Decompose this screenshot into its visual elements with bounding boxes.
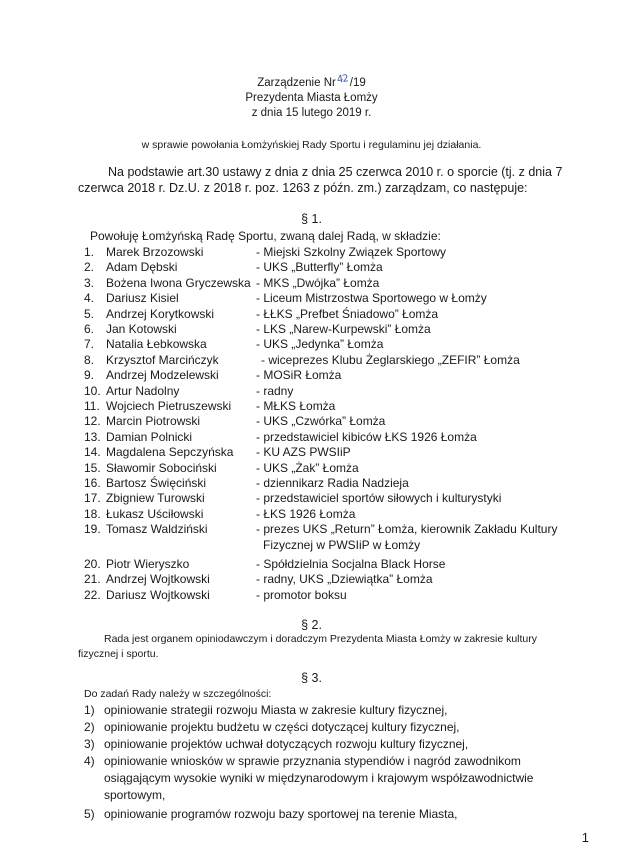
member-number: 17. <box>84 491 101 506</box>
task-text: opiniowanie projektów uchwał dotyczących rozwoju kultury fizycznej, <box>104 737 469 751</box>
member-role: - MOSiR Łomża <box>256 368 342 383</box>
member-role: - UKS „Żak” Łomża <box>256 460 359 475</box>
member-role: - prezes UKS „Return” Łomża, kierownik Zakładu Kultury <box>256 522 558 537</box>
member-role: - promotor boksu <box>256 587 347 602</box>
member-role: - ŁŁKS „Prefbet Śniadowo” Łomża <box>256 306 439 321</box>
member-name: Bożena Iwona Gryczewska <box>106 275 251 290</box>
task-number: 5) <box>84 807 95 821</box>
member-number: 19. <box>84 522 101 537</box>
member-number: 7. <box>84 337 95 352</box>
member-name: Adam Dębski <box>106 260 178 275</box>
member-number: 13. <box>84 429 101 444</box>
task-number: 2) <box>84 720 95 734</box>
member-number: 8. <box>84 352 95 367</box>
member-role: - dziennikarz Radia Nadzieja <box>256 476 409 490</box>
task-text: opiniowanie strategii rozwoju Miasta w zakresie kultury fizycznej, <box>104 703 448 717</box>
section-2-line1: Rada jest organem opiniodawczym i doradczym Prezydenta Miasta Łomży w zakresie kultury <box>104 633 538 645</box>
member-name: Dariusz Kisiel <box>106 291 179 306</box>
member-role: - KU AZS PWSIiP <box>256 445 351 460</box>
member-role: - UKS „Jedynka” Łomża <box>256 337 384 352</box>
member-name: Artur Nadolny <box>106 383 180 398</box>
member-name: Jan Kotowski <box>106 322 177 336</box>
member-name: Dariusz Wojtkowski <box>106 587 210 602</box>
member-name: Sławomir Sobociński <box>106 460 217 475</box>
member-number: 21. <box>84 572 101 587</box>
member-role: - wiceprezes Klubu Żeglarskiego „ZEFIR” Łomża <box>261 352 520 367</box>
member-name: Andrzej Wojtkowski <box>106 572 210 587</box>
issuer: Prezydenta Miasta Łomży <box>245 92 378 104</box>
subject: w sprawie powołania Łomżyńskiej Rady Sportu i regulaminu jej działania. <box>141 139 482 151</box>
task-text-continued: sportowym, <box>104 788 166 802</box>
preamble-line2: czerwca 2018 r. Dz.U. z 2018 r. poz. 1263 z późn. zm.) zarządzam, co następuje: <box>78 181 528 195</box>
member-number: 18. <box>84 506 101 521</box>
section-1-intro: Powołuję Łomżyńską Radę Sportu, zwaną dalej Radą, w składzie: <box>90 229 441 243</box>
member-name: Marek Brzozowski <box>106 245 204 259</box>
member-name: Marcin Piotrowski <box>106 414 201 429</box>
member-number: 20. <box>84 557 101 571</box>
member-role: - Miejski Szkolny Związek Sportowy <box>256 245 447 259</box>
member-name: Natalia Łebkowska <box>106 337 207 352</box>
member-number: 6. <box>84 322 95 336</box>
task-text: opiniowanie wniosków w sprawie przyznania stypendiów i nagród zawodnikom <box>104 754 521 768</box>
member-number: 15. <box>84 460 101 475</box>
handwritten-number: 42 <box>336 73 349 86</box>
section-3-intro: Do zadań Rady należy w szczególności: <box>84 688 272 700</box>
issue-date: z dnia 15 lutego 2019 r. <box>251 107 372 119</box>
member-number: 22. <box>84 587 101 602</box>
section-2-line2: fizycznej i sportu. <box>78 648 159 660</box>
member-name: Krzysztof Marcińczyk <box>106 352 219 367</box>
section-1-heading: § 1. <box>301 212 322 226</box>
member-name: Magdalena Sepczyńska <box>106 445 234 460</box>
member-name: Zbigniew Turowski <box>106 491 205 506</box>
member-name: Andrzej Korytkowski <box>106 306 215 321</box>
member-role: - LKS „Narew-Kurpewski” Łomża <box>256 322 431 336</box>
member-role: - radny, UKS „Dziewiątka” Łomża <box>256 572 433 587</box>
member-name: Wojciech Pietruszewski <box>106 399 232 413</box>
member-role: - Spółdzielnia Socjalna Black Horse <box>256 557 446 571</box>
member-number: 1. <box>84 245 95 259</box>
member-role: - UKS „Czwórka” Łomża <box>256 414 386 429</box>
member-name: Andrzej Modzelewski <box>106 368 219 383</box>
member-number: 11. <box>84 399 100 413</box>
member-role: - MŁKS Łomża <box>256 399 336 413</box>
member-name: Łukasz Uściłowski <box>106 506 204 521</box>
member-role: - Liceum Mistrzostwa Sportowego w Łomży <box>256 291 487 306</box>
member-role: - ŁKS 1926 Łomża <box>256 506 356 521</box>
task-number: 3) <box>84 737 95 751</box>
member-role: - przedstawiciel kibiców ŁKS 1926 Łomża <box>256 429 477 444</box>
ordinance-number <box>0 73 623 89</box>
member-number: 16. <box>84 476 101 490</box>
member-role: - radny <box>256 383 294 398</box>
task-number: 1) <box>84 703 95 717</box>
member-number: 3. <box>84 275 95 290</box>
section-3-heading: § 3. <box>301 671 322 685</box>
preamble-line1: Na podstawie art.30 ustawy z dnia z dnia 25 czerwca 2010 r. o sporcie (tj. z dnia 7 <box>108 165 563 179</box>
member-number: 12. <box>84 414 101 429</box>
member-number: 10. <box>84 383 101 398</box>
member-role-continued: Fizycznej w PWSIiP w Łomży <box>263 537 421 552</box>
task-text-continued: osiągającym wysokie wyniki w międzynarodowym i krajowym współzawodnictwie <box>104 771 534 785</box>
member-role: - UKS „Butterfly” Łomża <box>256 260 383 275</box>
ordinance-suffix: /19 <box>349 77 366 89</box>
page-number: 1 <box>581 830 589 845</box>
ordinance-prefix: Zarządzenie Nr <box>257 77 336 89</box>
task-text: opiniowanie programów rozwoju bazy sportowej na terenie Miasta, <box>104 807 458 821</box>
member-name: Piotr Wieryszko <box>106 557 190 571</box>
member-name: Tomasz Waldziński <box>106 522 208 537</box>
member-name: Bartosz Święciński <box>106 476 207 490</box>
member-role: - przedstawiciel sportów siłowych i kulturystyki <box>256 491 502 506</box>
member-number: 2. <box>84 260 95 275</box>
member-number: 9. <box>84 368 95 383</box>
member-role: - MKS „Dwójka” Łomża <box>256 275 380 290</box>
member-name: Damian Polnicki <box>106 429 193 444</box>
section-2-heading: § 2. <box>301 618 322 632</box>
task-number: 4) <box>84 754 95 768</box>
member-number: 4. <box>84 291 95 306</box>
member-number: 14. <box>84 445 101 460</box>
task-text: opiniowanie projektu budżetu w części dotyczącej kultury fizycznej, <box>104 720 460 734</box>
member-number: 5. <box>84 306 95 321</box>
